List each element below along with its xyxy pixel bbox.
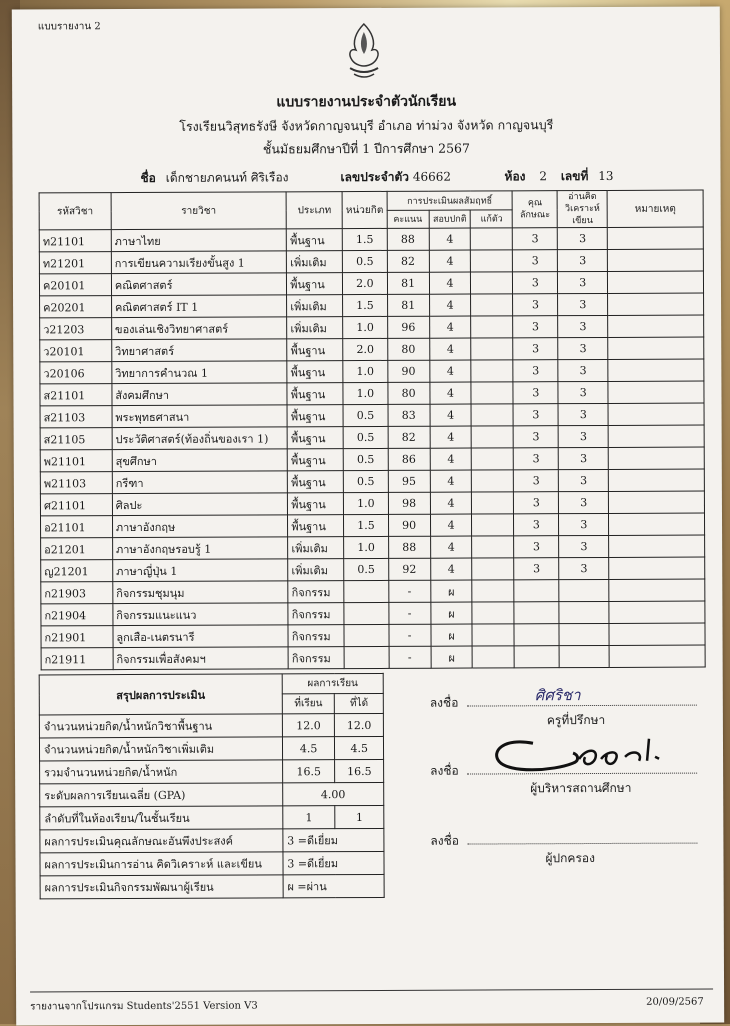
- header-credit: หน่วยกิต: [342, 191, 387, 228]
- subject-name: คณิตศาสตร์ IT 1: [111, 295, 287, 318]
- header-grade: สอบปกติ: [429, 210, 471, 229]
- grade-value: 4: [429, 272, 471, 294]
- trait-score: 3: [514, 448, 559, 470]
- credit-value: 1.5: [342, 228, 387, 250]
- subject-code: ส21101: [40, 384, 112, 406]
- subject-type: เพิ่มเติม: [288, 559, 344, 581]
- school-emblem-icon: [342, 20, 386, 82]
- reading-score: 3: [558, 337, 608, 359]
- subject-type: เพิ่มเติม: [287, 295, 343, 317]
- remark-cell: [608, 249, 704, 271]
- reading-score: [559, 645, 609, 667]
- parent-role: ผู้ปกครอง: [545, 851, 595, 866]
- remark-cell: [609, 513, 705, 535]
- director-role: ผู้บริหารสถานศึกษา: [530, 780, 632, 796]
- table-row: [40, 469, 704, 494]
- gpa-label: ระดับผลการเรียนเฉลี่ย (GPA): [40, 783, 283, 807]
- trait-score: 3: [513, 426, 558, 448]
- score-value: -: [389, 624, 431, 646]
- trait-value: 3 =ดีเยี่ยม: [283, 828, 384, 851]
- subject-name: ศิลปะ: [112, 493, 288, 516]
- subject-code: ค20101: [39, 274, 111, 296]
- score-value: 82: [388, 426, 430, 448]
- room-label: ห้อง: [504, 169, 526, 184]
- subject-name: กิจกรรมเพื่อสังคมฯ: [113, 647, 289, 670]
- credit-value: 2.0: [343, 338, 388, 360]
- score-value: 80: [388, 382, 430, 404]
- reading-score: [559, 623, 609, 645]
- grade-value: 4: [429, 228, 471, 250]
- grade-value: 4: [430, 558, 472, 580]
- score-value: 92: [388, 558, 430, 580]
- header-subject: รายวิชา: [111, 192, 287, 230]
- credit-value: [344, 602, 389, 624]
- subject-type: กิจกรรม: [288, 647, 344, 669]
- student-id: 46662: [412, 169, 452, 184]
- remark-cell: [609, 623, 705, 645]
- credit-value: [344, 646, 389, 668]
- subject-name: ภาษาญี่ปุ่น 1: [113, 559, 289, 582]
- remark-cell: [608, 425, 704, 447]
- credit-value: 1.0: [344, 536, 389, 558]
- credit-value: 0.5: [343, 250, 388, 272]
- advisor-role: ครูที่ปรึกษา: [546, 712, 606, 728]
- trait-score: [514, 580, 559, 602]
- grade-value: 4: [430, 426, 472, 448]
- score-value: 98: [388, 492, 430, 514]
- score-value: -: [389, 602, 431, 624]
- trait-score: 3: [513, 360, 558, 382]
- director-sign-label: ลงชื่อ: [430, 763, 459, 778]
- subject-code: ท21101: [39, 230, 111, 252]
- retake-value: [472, 470, 514, 492]
- credit-value: 1.0: [343, 382, 388, 404]
- reading-score: 3: [559, 535, 609, 557]
- retake-value: [472, 514, 514, 536]
- subject-name: ภาษาอังกฤษรอบรู้ 1: [112, 537, 288, 560]
- id-label: เลขประจำตัว: [340, 169, 410, 185]
- subject-code: ก21911: [41, 648, 113, 670]
- score-value: 88: [388, 536, 430, 558]
- subject-type: พื้นฐาน: [287, 383, 343, 405]
- table-row: [40, 337, 704, 362]
- remark-cell: [609, 491, 705, 513]
- score-value: -: [388, 580, 430, 602]
- student-name-row: [140, 168, 288, 188]
- reading-label: ผลการประเมินการอ่าน คิดวิเคราะห์ และเขียน: [40, 852, 283, 876]
- retake-value: [472, 602, 514, 624]
- table-row: [39, 271, 703, 296]
- table-row: [41, 535, 705, 560]
- credit-value: 1.0: [343, 360, 388, 382]
- subject-name: การเขียนความเรียงขั้นสูง 1: [111, 251, 287, 274]
- subject-name: ของเล่นเชิงวิทยาศาสตร์: [111, 317, 287, 340]
- subject-name: ประวัติศาสตร์(ท้องถิ่นของเรา 1): [112, 427, 288, 450]
- credit-value: 2.0: [343, 272, 388, 294]
- grade-value: 4: [429, 250, 471, 272]
- summary-basic-studied: 12.0: [282, 714, 335, 737]
- subject-code: อ21201: [41, 538, 113, 560]
- reading-score: 3: [558, 381, 608, 403]
- report-title: แบบรายงานประจำตัวนักเรียน: [276, 93, 457, 111]
- remark-cell: [609, 557, 705, 579]
- credit-value: 0.5: [344, 558, 389, 580]
- header-trait: คุณ ลักษณะ: [512, 191, 557, 228]
- header-score: คะแนน: [387, 210, 429, 229]
- retake-value: [471, 272, 513, 294]
- form-number: แบบรายงาน 2: [37, 21, 101, 33]
- score-value: 90: [387, 360, 429, 382]
- credit-value: 0.5: [343, 448, 388, 470]
- retake-value: [472, 558, 514, 580]
- grade-value: ผ: [430, 602, 472, 624]
- table-row: [40, 491, 704, 516]
- table-row: [40, 425, 704, 450]
- footer-left: รายงานจากโปรแกรม Students'2551 Version V3: [30, 1000, 258, 1013]
- grade-value: 4: [429, 360, 471, 382]
- remark-cell: [609, 535, 705, 557]
- retake-value: [472, 448, 514, 470]
- grade-value: 4: [429, 338, 471, 360]
- score-value: 86: [388, 448, 430, 470]
- grade-value: 4: [430, 536, 472, 558]
- score-value: 88: [387, 228, 429, 250]
- subject-code: พ21103: [40, 472, 112, 494]
- advisor-signature: ศิศริชา: [534, 686, 581, 705]
- credit-value: 0.5: [343, 426, 388, 448]
- header-code: รหัสวิชา: [39, 193, 111, 230]
- remark-cell: [608, 271, 704, 293]
- subject-name: วิทยาศาสตร์: [112, 339, 288, 362]
- score-value: 81: [387, 294, 429, 316]
- subject-type: พื้นฐาน: [287, 449, 343, 471]
- retake-value: [471, 316, 513, 338]
- grade-value: 4: [430, 514, 472, 536]
- retake-value: [471, 294, 513, 316]
- subject-name: คณิตศาสตร์: [111, 273, 287, 296]
- trait-score: 3: [513, 250, 558, 272]
- advisor-sign-line: [467, 691, 697, 707]
- summary-header: สรุปผลการประเมิน: [39, 674, 282, 715]
- subject-code: ว20106: [40, 362, 112, 384]
- studied-header: ที่เรียน: [282, 694, 335, 714]
- student-name: เด็กชายภคนนท์ ศิริเรือง: [165, 170, 289, 185]
- rank-label: ลำดับที่ในห้องเรียน/ในชั้นเรียน: [40, 806, 283, 830]
- credit-value: 1.0: [344, 492, 389, 514]
- subject-code: ศ21101: [40, 494, 112, 516]
- subject-type: พื้นฐาน: [287, 361, 343, 383]
- summary-basic-label: จำนวนหน่วยกิต/น้ำหนักวิชาพื้นฐาน: [39, 714, 282, 738]
- retake-value: [472, 492, 514, 514]
- summary-extra-label: จำนวนหน่วยกิต/น้ำหนักวิชาเพิ่มเติม: [39, 737, 282, 761]
- grade-value: 4: [430, 382, 472, 404]
- subject-name: กิจกรรมแนะแนว: [113, 603, 289, 626]
- reading-score: [559, 601, 609, 623]
- trait-score: 3: [514, 536, 559, 558]
- result-header: ผลการเรียน: [282, 673, 383, 693]
- rank-level: 1: [335, 805, 384, 828]
- header-retake: แก้ตัว: [471, 209, 513, 228]
- subject-name: กิจกรรมชุมนุม: [113, 581, 289, 604]
- trait-score: 3: [514, 470, 559, 492]
- retake-value: [473, 646, 515, 668]
- subject-type: พื้นฐาน: [287, 427, 343, 449]
- score-value: 83: [388, 404, 430, 426]
- retake-value: [471, 360, 513, 382]
- name-label: ชื่อ: [140, 170, 156, 185]
- trait-score: 3: [513, 272, 558, 294]
- subject-type: พื้นฐาน: [288, 515, 344, 537]
- remark-cell: [609, 579, 705, 601]
- summary-extra-earned: 4.5: [335, 736, 384, 759]
- subject-name: ลูกเสือ-เนตรนารี: [113, 625, 289, 648]
- subject-type: พื้นฐาน: [287, 273, 343, 295]
- remark-cell: [608, 403, 704, 425]
- subject-type: กิจกรรม: [288, 581, 344, 603]
- summary-extra-studied: 4.5: [282, 737, 335, 760]
- subject-code: ค20201: [40, 296, 112, 318]
- remark-cell: [608, 227, 704, 249]
- remark-cell: [608, 381, 704, 403]
- earned-header: ที่ได้: [335, 693, 384, 713]
- remark-cell: [609, 469, 705, 491]
- subject-name: สังคมศึกษา: [112, 383, 288, 406]
- header-remark: หมายเหตุ: [607, 190, 703, 227]
- table-row: [40, 403, 704, 428]
- grade-value: ผ: [431, 624, 473, 646]
- subject-type: กิจกรรม: [288, 603, 344, 625]
- remark-cell: [608, 337, 704, 359]
- score-value: 82: [387, 250, 429, 272]
- reading-score: 3: [559, 513, 609, 535]
- reading-score: 3: [558, 271, 608, 293]
- reading-score: 3: [558, 425, 608, 447]
- subject-type: พื้นฐาน: [287, 229, 343, 251]
- activity-label: ผลการประเมินกิจกรรมพัฒนาผู้เรียน: [40, 875, 283, 899]
- subject-code: ว20101: [40, 340, 112, 362]
- trait-score: 3: [513, 316, 558, 338]
- school-line: โรงเรียนวิสุทธรังษี จังหวัดกาญจนบุรี อำเภอ ท่าม่วง จังหวัด กาญจนบุรี: [179, 117, 554, 134]
- trait-score: 3: [514, 514, 559, 536]
- table-row: [39, 249, 703, 274]
- credit-value: 1.0: [343, 316, 388, 338]
- table-row: [40, 315, 704, 340]
- grade-value: 4: [430, 448, 472, 470]
- reading-score: 3: [559, 447, 609, 469]
- room-value: 2: [539, 169, 548, 184]
- table-row: [40, 447, 704, 472]
- summary-total-studied: 16.5: [282, 760, 335, 783]
- table-row: [40, 513, 704, 538]
- retake-value: [471, 228, 513, 250]
- subject-type: กิจกรรม: [288, 625, 344, 647]
- subject-code: ก21901: [41, 626, 113, 648]
- reading-score: 3: [558, 227, 608, 249]
- credit-value: 0.5: [343, 404, 388, 426]
- grade-value: ผ: [431, 646, 473, 668]
- reading-score: 3: [558, 249, 608, 271]
- grade-value: 4: [430, 492, 472, 514]
- subject-name: พระพุทธศาสนา: [112, 405, 288, 428]
- footer-rule: [30, 988, 713, 992]
- subject-code: พ21101: [40, 450, 112, 472]
- subject-name: วิทยาการคำนวณ 1: [112, 361, 288, 384]
- subject-code: ญ21201: [41, 560, 113, 582]
- subject-code: ท21201: [39, 252, 111, 274]
- summary-total-label: รวมจำนวนหน่วยกิต/น้ำหนัก: [40, 760, 283, 784]
- parent-sign-line: [467, 829, 697, 845]
- number-label: เลขที่: [560, 169, 589, 184]
- table-row: [41, 557, 705, 582]
- header-reading: อ่านคิด วิเคราะห์เขียน: [557, 190, 607, 227]
- remark-cell: [609, 645, 705, 667]
- remark-cell: [608, 293, 704, 315]
- subject-code: ว21203: [40, 318, 112, 340]
- score-value: 80: [387, 338, 429, 360]
- retake-value: [471, 382, 513, 404]
- remark-cell: [608, 447, 704, 469]
- table-row: [41, 645, 705, 670]
- retake-value: [472, 536, 514, 558]
- table-row: [41, 601, 705, 626]
- trait-score: 3: [513, 404, 558, 426]
- score-value: -: [389, 646, 431, 668]
- subject-code: ส21103: [40, 406, 112, 428]
- retake-value: [471, 250, 513, 272]
- advisor-sign-label: ลงชื่อ: [429, 695, 459, 710]
- footer-date: 20/09/2567: [646, 996, 704, 1008]
- reading-score: 3: [558, 293, 608, 315]
- grade-value: ผ: [430, 580, 472, 602]
- remark-cell: [608, 359, 704, 381]
- credit-value: 0.5: [344, 470, 389, 492]
- subject-code: ส21105: [40, 428, 112, 450]
- subject-code: ก21904: [41, 604, 113, 626]
- grade-value: 4: [430, 404, 472, 426]
- subject-type: พื้นฐาน: [288, 471, 344, 493]
- table-row: [40, 293, 704, 318]
- retake-value: [472, 624, 514, 646]
- subject-type: พื้นฐาน: [288, 493, 344, 515]
- score-value: 95: [388, 470, 430, 492]
- credit-value: [344, 580, 389, 602]
- summary-table: [39, 673, 385, 900]
- activity-value: ผ =ผ่าน: [283, 874, 384, 897]
- rank-room: 1: [283, 806, 336, 829]
- trait-score: [514, 624, 559, 646]
- student-id-row: [340, 168, 451, 187]
- reading-score: 3: [558, 315, 608, 337]
- reading-score: 3: [559, 469, 609, 491]
- score-value: 96: [387, 316, 429, 338]
- grade-value: 4: [429, 294, 471, 316]
- remark-cell: [608, 315, 704, 337]
- subject-name: ภาษาไทย: [111, 229, 287, 252]
- trait-score: 3: [513, 382, 558, 404]
- subject-code: อ21101: [40, 516, 112, 538]
- retake-value: [471, 404, 513, 426]
- number-value: 13: [598, 168, 614, 183]
- reading-score: 3: [558, 359, 608, 381]
- header-type: ประเภท: [286, 192, 342, 229]
- table-row: [40, 381, 704, 406]
- subject-name: สุขศึกษา: [112, 449, 288, 472]
- credit-value: [344, 624, 389, 646]
- credit-value: 1.5: [344, 514, 389, 536]
- subject-type: พื้นฐาน: [287, 405, 343, 427]
- grade-value: 4: [430, 470, 472, 492]
- score-value: 81: [387, 272, 429, 294]
- grades-table: [39, 190, 706, 671]
- room-row: [504, 167, 613, 186]
- table-row: [41, 579, 705, 604]
- remark-cell: [609, 601, 705, 623]
- retake-value: [472, 426, 514, 448]
- reading-score: 3: [558, 403, 608, 425]
- trait-score: [514, 602, 559, 624]
- parent-sign-label: ลงชื่อ: [430, 833, 460, 848]
- trait-score: [514, 646, 559, 668]
- level-line: ชั้นมัธยมศึกษาปีที่ 1 ปีการศึกษา 2567: [262, 140, 470, 157]
- table-row: [40, 359, 704, 384]
- summary-total-earned: 16.5: [335, 759, 384, 782]
- gpa-value: 4.00: [282, 782, 383, 805]
- retake-value: [471, 338, 513, 360]
- subject-type: เพิ่มเติม: [287, 317, 343, 339]
- trait-score: 3: [513, 294, 558, 316]
- header-assessment: การประเมินผลสัมฤทธิ์: [387, 191, 513, 210]
- subject-type: เพิ่มเติม: [288, 537, 344, 559]
- subject-name: ภาษาอังกฤษ: [112, 515, 288, 538]
- subject-type: เพิ่มเติม: [287, 251, 343, 273]
- retake-value: [472, 580, 514, 602]
- score-value: 90: [388, 514, 430, 536]
- trait-score: 3: [514, 558, 559, 580]
- subject-name: กรีฑา: [112, 471, 288, 494]
- report-paper: [12, 6, 724, 1025]
- grade-value: 4: [429, 316, 471, 338]
- reading-score: 3: [559, 491, 609, 513]
- trait-score: 3: [513, 228, 558, 250]
- table-row: [41, 623, 705, 648]
- reading-value: 3 =ดีเยี่ยม: [283, 851, 384, 874]
- table-row: [39, 227, 703, 252]
- credit-value: 1.5: [343, 294, 388, 316]
- summary-basic-earned: 12.0: [335, 713, 384, 736]
- subject-code: ก21903: [41, 582, 113, 604]
- director-sign-line: [467, 759, 697, 775]
- reading-score: [559, 579, 609, 601]
- trait-score: 3: [513, 338, 558, 360]
- grade-rows: [39, 227, 705, 670]
- reading-score: 3: [559, 557, 609, 579]
- trait-label: ผลการประเมินคุณลักษณะอันพึงประสงค์: [40, 829, 283, 853]
- subject-type: พื้นฐาน: [287, 339, 343, 361]
- trait-score: 3: [514, 492, 559, 514]
